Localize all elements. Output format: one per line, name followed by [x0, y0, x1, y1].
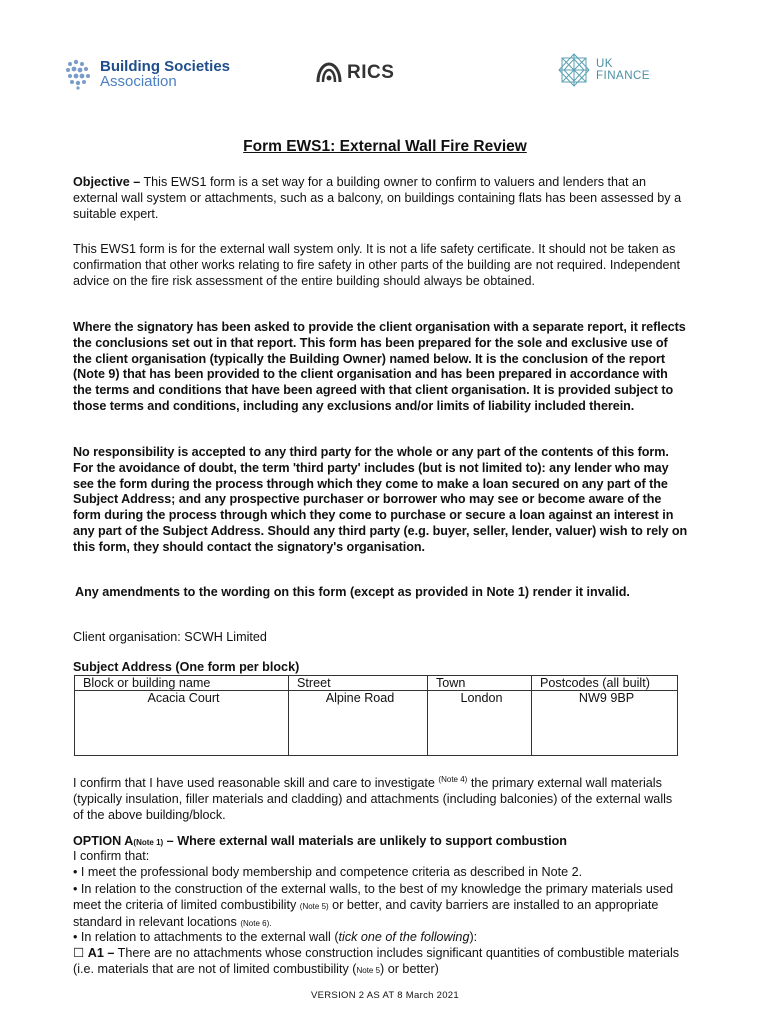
bullet-professional-criteria: • I meet the professional body membership and competence criteria as described in Note 2.: [73, 865, 583, 879]
cell-postcode: NW9 9BP: [532, 691, 678, 756]
scope-paragraph: This EWS1 form is for the external wall system only. It is not a life safety certificate. It should not be taken as confirmation that other works relating to fire safety in other parts of the building are not required. Independent advice on the fire risk assessment of the entire building should always be obtained.: [73, 242, 680, 288]
bullet3-italic: tick one of the following: [338, 930, 470, 944]
bullet3-text-a: In relation to attachments to the external wall (: [80, 930, 339, 944]
bsa-logo-line1: Building Societies: [100, 58, 231, 75]
a1-note-ref: Note 5: [356, 965, 381, 975]
uk-finance-mark-icon: [556, 52, 592, 88]
objective-paragraph: [73, 175, 689, 222]
rics-logo-text: RICS: [347, 62, 395, 83]
form-title: Form EWS1: External Wall Fire Review: [243, 138, 527, 155]
amendments-paragraph: Any amendments to the wording on this form (except as provided in Note 1) render it invalid.: [75, 585, 630, 599]
client-organisation: Client organisation: SCWH Limited: [73, 630, 267, 644]
objective-text: This EWS1 form is a set way for a building owner to confirm to valuers and lenders that an external wall system or attachments, such as a balcony, on buildings containing flats has been assessed by a suitable expert.: [73, 175, 682, 221]
confirm-text-b: the primary external wall materials (typically insulation, filler materials and cladding) and attachments (including balconies) of the external walls of the above building/block.: [73, 776, 673, 822]
option-a-text: – Where external wall materials are unlikely to support combustion: [163, 834, 567, 848]
bullet-external-walls: • In relation to the construction of the external walls, to the best of my knowledge the primary materials used meet the criteria of limited combustibility (Note 5) or better, and cavity barriers are installed to an appropriate standard in relevant locations (Note 6).: [73, 882, 674, 929]
uk-finance-logo: [556, 52, 650, 88]
a1-label: A1 –: [87, 946, 115, 960]
confirm-text-a: I confirm that I have used reasonable skill and care to investigate: [73, 776, 439, 790]
cell-town: London: [428, 691, 532, 756]
header-street: Street: [289, 676, 428, 691]
note-4-ref: (Note 4): [438, 775, 468, 784]
a1-text-end: ) or better): [380, 961, 439, 976]
header-postcodes: Postcodes (all built): [532, 676, 678, 691]
a1-text: There are no attachments whose construction includes significant quantities of combustible materials (i.e. materials that are not of limited combustibility (: [73, 946, 680, 976]
note-5-ref: (Note 5): [299, 901, 329, 911]
subject-address-table: [74, 675, 678, 756]
note-6-ref: (Note 6).: [240, 918, 272, 928]
cell-street: Alpine Road: [289, 691, 428, 756]
bullet2-text-b: or better, and cavity barriers are installed to an appropriate standard in relevant locations: [73, 897, 659, 929]
rics-mark-icon: [314, 58, 344, 88]
bullet-attachments: • In relation to attachments to the external wall (tick one of the following):: [73, 930, 478, 944]
bsa-logo: [64, 58, 230, 90]
rics-logo: [314, 58, 394, 88]
uk-finance-line2: FINANCE: [596, 70, 650, 82]
a1-checkbox-icon[interactable]: ☐: [73, 946, 85, 960]
uk-finance-line1: UK: [596, 58, 613, 70]
i-confirm-that: I confirm that:: [73, 849, 150, 863]
liability-paragraph: No responsibility is accepted to any third party for the whole or any part of the contents of this form. For the avoidance of doubt, the term 'third party' includes (but is not limited to): any lender who may see the form during the process through which they come to make a loan secured on any part of the Subject Address; and any prospective purchaser or borrower who may see or become aware of the form during the process through which they come to purchase or secure a loan against an interest in any part of the Subject Address. Should any third party (e.g. buyer, seller, lender, valuer) wish to rely on this form, they should contact the signatory's organisation.: [73, 445, 688, 554]
table-row: [75, 691, 678, 756]
bsa-logo-line2: Association: [100, 73, 177, 90]
option-a-label: OPTION A: [73, 834, 134, 848]
bullet3-text-b: ):: [469, 930, 478, 944]
header-block-name: Block or building name: [75, 676, 289, 691]
cell-block-name: Acacia Court: [75, 691, 289, 756]
version-footer: VERSION 2 AS AT 8 March 2021: [311, 990, 459, 1001]
signatory-paragraph: Where the signatory has been asked to provide the client organisation with a separate report, it reflects the conclusions set out in that report. This form has been prepared for the sole and exclusive use of the client organisation (typically the Building Owner) named below. It is the conclusion of the report (Note 9) that has been provided to the client organisation and has been prepared in accordance with the terms and conditions that have been agreed with that client organisation. It is provided subject to those terms and conditions, including any exclusions and/or limits of liability included therein.: [73, 320, 686, 413]
bullet1-text: I meet the professional body membership and competence criteria as described in Note 2.: [80, 865, 583, 879]
logo-bar: [0, 52, 770, 102]
table-header-row: [75, 676, 678, 691]
option-a1: [73, 946, 685, 979]
header-town: Town: [428, 676, 532, 691]
bsa-dots-icon: [64, 58, 96, 90]
subject-address-heading: Subject Address (One form per block): [73, 660, 300, 674]
bullet2-text-a: In relation to the construction of the external walls, to the best of my knowledge the primary materials used meet the criteria of limited combustibility: [73, 882, 674, 912]
objective-label: Objective –: [73, 175, 141, 189]
option-a-note-ref: (Note 1): [133, 838, 164, 847]
confirmation-paragraph: [73, 772, 683, 823]
